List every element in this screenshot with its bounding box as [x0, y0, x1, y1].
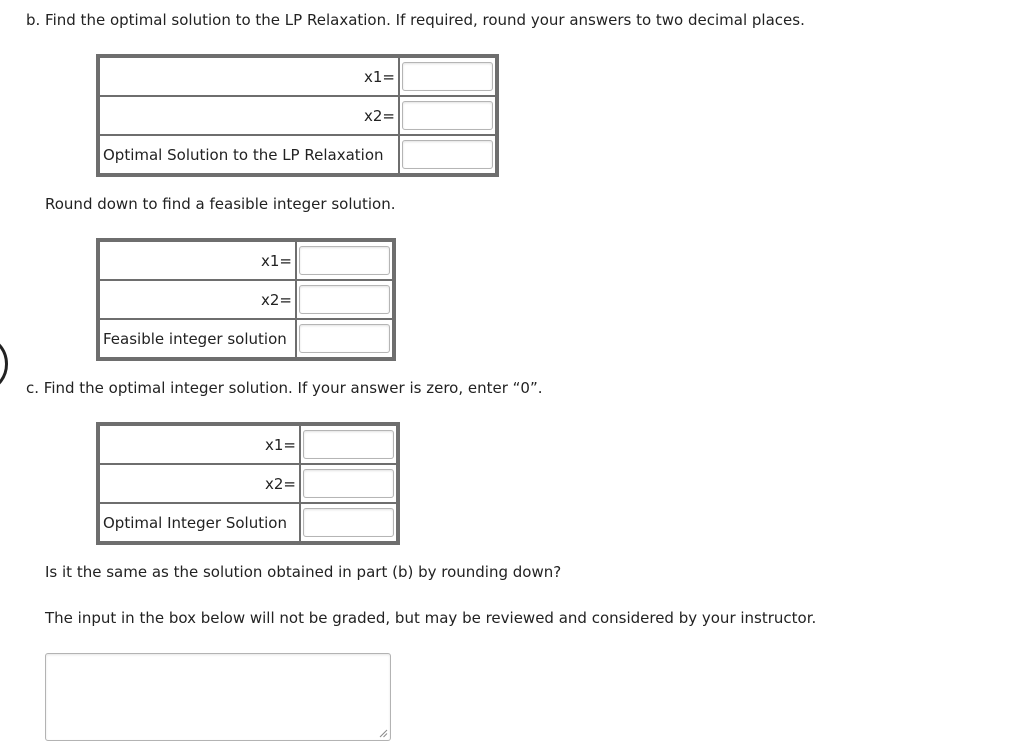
- comment-textarea[interactable]: [45, 653, 391, 741]
- lp-optimal-input[interactable]: [402, 140, 493, 169]
- table-row: [100, 281, 392, 318]
- side-circle-decoration: [0, 334, 8, 394]
- table-row: [100, 465, 396, 502]
- x2-label: x2=: [100, 97, 398, 134]
- resize-grip-icon[interactable]: [378, 728, 388, 738]
- integer-x2-input[interactable]: [303, 469, 394, 498]
- round-down-prompt: Round down to find a feasible integer solution.: [45, 195, 396, 213]
- feasible-x1-input[interactable]: [299, 246, 390, 275]
- x1-label: x1=: [100, 58, 398, 95]
- x2-label: x2=: [100, 281, 295, 318]
- lp-x2-input[interactable]: [402, 101, 493, 130]
- review-note: The input in the box below will not be graded, but may be reviewed and considered by your instructor.: [45, 609, 817, 627]
- feasible-solution-input[interactable]: [299, 324, 390, 353]
- optimal-integer-input[interactable]: [303, 508, 394, 537]
- table-row: [100, 97, 495, 134]
- table-row: [100, 58, 495, 95]
- table-row: [100, 242, 392, 279]
- feasible-solution-label: Feasible integer solution: [100, 320, 295, 357]
- part-b-instruction: b. Find the optimal solution to the LP Relaxation. If required, round your answers to two decimal places.: [26, 11, 805, 29]
- part-c-instruction: c. Find the optimal integer solution. If your answer is zero, enter “0”.: [26, 379, 543, 397]
- feasible-integer-table: [96, 238, 396, 361]
- table-row: [100, 136, 495, 173]
- integer-x1-input[interactable]: [303, 430, 394, 459]
- x1-label: x1=: [100, 426, 299, 463]
- x1-label: x1=: [100, 242, 295, 279]
- optimal-integer-table: [96, 422, 400, 545]
- x2-label: x2=: [100, 465, 299, 502]
- lp-optimal-label: Optimal Solution to the LP Relaxation: [100, 136, 398, 173]
- lp-relaxation-table: [96, 54, 499, 177]
- lp-x1-input[interactable]: [402, 62, 493, 91]
- optimal-integer-label: Optimal Integer Solution: [100, 504, 299, 541]
- same-solution-question: Is it the same as the solution obtained in part (b) by rounding down?: [45, 563, 562, 581]
- table-row: [100, 320, 392, 357]
- table-row: [100, 504, 396, 541]
- feasible-x2-input[interactable]: [299, 285, 390, 314]
- table-row: [100, 426, 396, 463]
